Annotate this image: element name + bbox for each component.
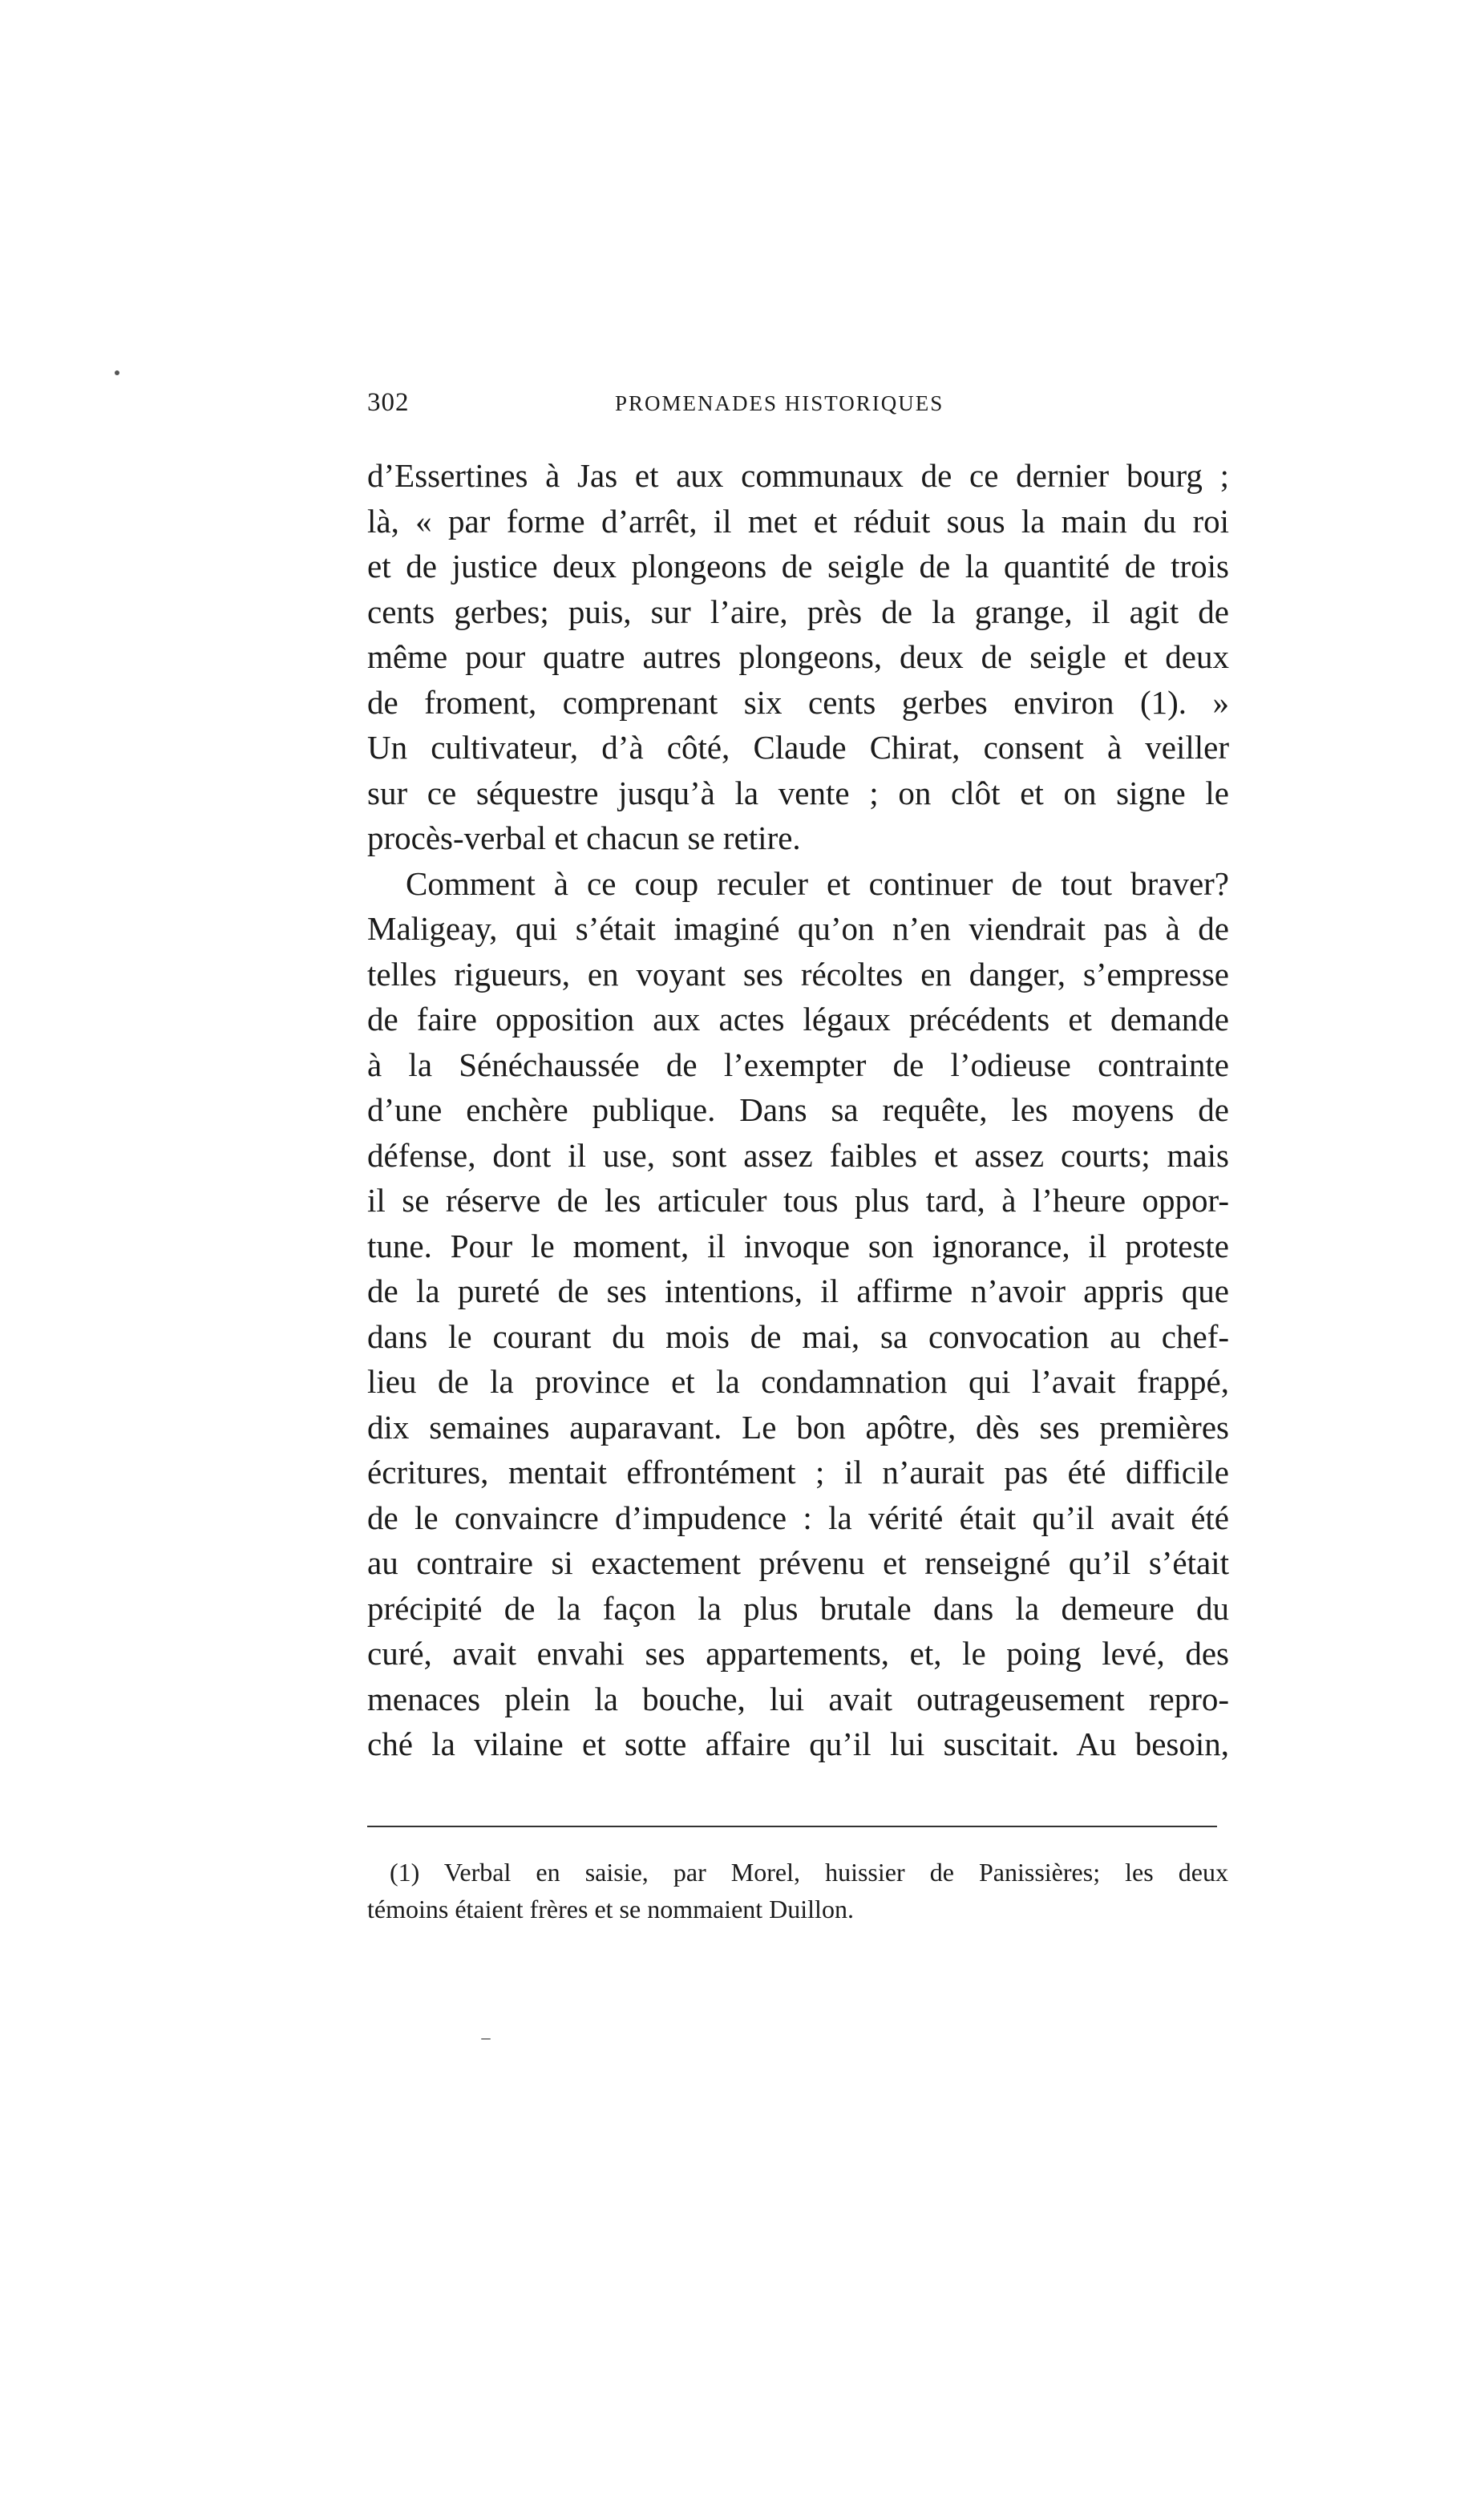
text-line: cents gerbes; puis, sur l’aire, près de la grange, il agit de (367, 593, 1229, 630)
text-line: sur ce séquestre jusqu’à la vente ; on clôt et on signe le (367, 774, 1229, 811)
text-line: d’une enchère publique. Dans sa requête, les moyens de (367, 1091, 1229, 1128)
text-line: lieu de la province et la condamnation qui l’avait frappé, (367, 1363, 1229, 1400)
text-line: menaces plein la bouche, lui avait outrageusement repro- (367, 1680, 1229, 1717)
text-line: écritures, mentait effrontément ; il n’aurait pas été difficile (367, 1454, 1229, 1491)
text-line: dix semaines auparavant. Le bon apôtre, dès ses premières (367, 1408, 1229, 1446)
text-line: même pour quatre autres plongeons, deux de seigle et deux (367, 638, 1229, 675)
footnote-line: (1) Verbal en saisie, par Morel, huissier de Panissières; les deux (390, 1858, 1228, 1887)
text-line: de le convaincre d’impudence : la vérité était qu’il avait été (367, 1499, 1229, 1536)
text-line: ché la vilaine et sotte affaire qu’il lui suscitait. Au besoin, (367, 1725, 1229, 1762)
page-speck (481, 2038, 491, 2040)
text-line: et de justice deux plongeons de seigle de la quantité de trois (367, 548, 1229, 584)
text-line: d’Essertines à Jas et aux communaux de ce dernier bourg ; (367, 457, 1229, 494)
footnote-rule (367, 1826, 1217, 1827)
text-line: de faire opposition aux actes légaux précédents et demande (367, 1001, 1229, 1038)
text-line: à la Sénéchaussée de l’exempter de l’odieuse contrainte (367, 1046, 1229, 1083)
footnote-line: témoins étaient frères et se nommaient Duillon. (367, 1895, 854, 1923)
page-number: 302 (367, 388, 410, 417)
text-line: Comment à ce coup reculer et continuer de tout braver? (406, 864, 1229, 902)
text-line: précipité de la façon la plus brutale dans la demeure du (367, 1589, 1229, 1627)
text-line: là, « par forme d’arrêt, il met et réduit sous la main du roi (367, 502, 1229, 540)
text-line: telles rigueurs, en voyant ses récoltes en danger, s’empresse (367, 955, 1229, 993)
text-line: au contraire si exactement prévenu et renseigné qu’il s’était (367, 1544, 1229, 1581)
text-line: procès-verbal et chacun se retire. (367, 819, 801, 856)
text-line: Un cultivateur, d’à côté, Claude Chirat, consent à veiller (367, 729, 1229, 766)
page-header (367, 388, 1217, 436)
text-line: Maligeay, qui s’était imaginé qu’on n’en viendrait pas à de (367, 910, 1229, 947)
text-line: curé, avait envahi ses appartements, et, le poing levé, des (367, 1635, 1229, 1672)
text-line: défense, dont il use, sont assez faibles et assez courts; mais (367, 1136, 1229, 1174)
text-line: tune. Pour le moment, il invoque son ignorance, il proteste (367, 1227, 1229, 1264)
footnote (367, 1854, 1228, 1927)
body-text (367, 453, 1229, 1767)
text-line: dans le courant du mois de mai, sa convocation au chef- (367, 1317, 1229, 1355)
text-line: de la pureté de ses intentions, il affirme n’avoir appris que (367, 1272, 1229, 1309)
text-line: de froment, comprenant six cents gerbes environ (1). » (367, 683, 1229, 721)
text-line: il se réserve de les articuler tous plus tard, à l’heure oppor- (367, 1182, 1229, 1219)
running-head: PROMENADES HISTORIQUES (615, 391, 944, 415)
page-speck (115, 370, 119, 375)
